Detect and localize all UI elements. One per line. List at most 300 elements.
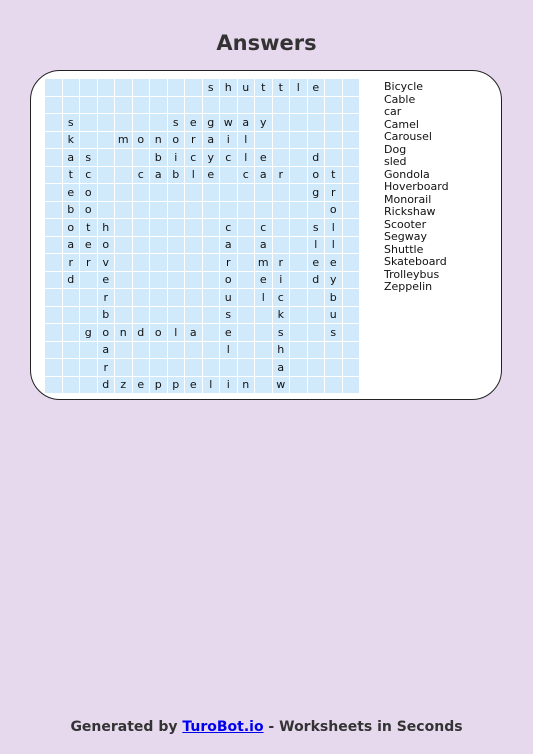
grid-cell [150,219,167,236]
grid-cell: d [133,324,150,341]
grid-cell [185,289,202,306]
grid-cell: i [220,132,237,149]
grid-cell: d [308,149,325,166]
grid-cell [203,324,220,341]
grid-cell: l [168,324,185,341]
grid-cell [168,307,185,324]
grid-cell [168,97,185,114]
grid-cell [343,184,360,201]
word-list-item: Trolleybus [384,267,440,281]
word-list-item: sled [384,155,407,168]
grid-cell [63,289,80,306]
grid-cell [290,132,307,149]
grid-cell: a [203,132,220,149]
grid-cell [133,219,150,236]
grid-cell [203,184,220,201]
grid-cell [45,307,62,324]
grid-cell [290,219,307,236]
grid-cell [133,97,150,114]
grid-cell: b [150,149,167,166]
grid-cell [168,79,185,96]
grid-cell [343,167,360,184]
grid-cell [273,202,290,219]
grid-cell: a [220,237,237,254]
grid-cell [98,149,115,166]
grid-cell [308,132,325,149]
grid-cell [150,254,167,271]
grid-cell: o [325,202,342,219]
grid-cell [273,97,290,114]
page-title: Answers [216,31,317,55]
grid-cell [203,202,220,219]
grid-cell [150,272,167,289]
grid-cell [343,132,360,149]
grid-cell [45,219,62,236]
grid-cell [343,254,360,271]
grid-cell [80,272,97,289]
grid-cell: s [308,219,325,236]
word-list-item: Dog [384,142,407,156]
grid-cell [308,359,325,376]
grid-cell [290,184,307,201]
grid-cell: o [63,219,80,236]
grid-cell: d [98,377,115,394]
grid-cell [290,97,307,114]
word-list-item: Cable [384,92,416,106]
grid-cell: c [220,219,237,236]
grid-cell [80,342,97,359]
grid-cell [133,272,150,289]
grid-cell [150,184,167,201]
grid-cell [308,377,325,394]
grid-cell: r [325,184,342,201]
grid-cell: u [220,289,237,306]
grid-cell: g [308,184,325,201]
grid-cell [98,167,115,184]
grid-cell: l [203,377,220,394]
grid-cell [185,219,202,236]
grid-cell [238,219,255,236]
grid-cell [168,272,185,289]
grid-cell [343,289,360,306]
grid-cell: l [220,342,237,359]
grid-cell: n [115,324,132,341]
grid-cell: t [273,79,290,96]
grid-cell [80,307,97,324]
grid-cell [238,202,255,219]
grid-cell [290,167,307,184]
grid-cell [168,184,185,201]
grid-cell: r [98,359,115,376]
grid-cell [45,342,62,359]
grid-cell [255,184,272,201]
grid-cell [203,342,220,359]
grid-cell: e [185,377,202,394]
grid-cell [255,377,272,394]
grid-cell: e [63,184,80,201]
grid-cell [133,359,150,376]
grid-cell [343,359,360,376]
grid-cell: n [238,377,255,394]
grid-cell [115,97,132,114]
grid-cell [45,132,62,149]
grid-cell [45,167,62,184]
grid-cell: s [325,324,342,341]
grid-cell [45,377,62,394]
grid-cell: s [63,114,80,131]
grid-cell [63,307,80,324]
grid-cell: o [168,132,185,149]
grid-cell: r [273,167,290,184]
grid-cell [203,254,220,271]
grid-cell [168,254,185,271]
grid-cell [115,307,132,324]
grid-cell [45,272,62,289]
grid-cell: m [255,254,272,271]
grid-cell [273,237,290,254]
grid-cell [115,79,132,96]
grid-cell: r [273,254,290,271]
grid-cell [80,359,97,376]
grid-cell [255,307,272,324]
grid-cell [325,342,342,359]
grid-cell [80,377,97,394]
grid-cell [238,324,255,341]
grid-cell: e [133,377,150,394]
grid-cell [115,149,132,166]
grid-cell [308,97,325,114]
grid-cell: l [325,219,342,236]
grid-cell: r [63,254,80,271]
grid-cell [203,307,220,324]
grid-cell [115,202,132,219]
grid-cell: m [115,132,132,149]
grid-cell [290,254,307,271]
grid-cell [150,97,167,114]
grid-cell [343,237,360,254]
grid-cell [80,114,97,131]
grid-cell: h [98,219,115,236]
word-list-item: Monorail [384,192,432,206]
grid-cell [150,359,167,376]
grid-cell [185,359,202,376]
word-list-item: Zeppelin [384,280,433,293]
grid-cell: e [98,272,115,289]
grid-cell [63,97,80,114]
grid-cell [220,202,237,219]
footer [0,719,533,735]
grid-cell [343,79,360,96]
grid-cell [63,359,80,376]
grid-cell [273,132,290,149]
grid-cell [168,237,185,254]
grid-cell: d [308,272,325,289]
grid-cell: s [220,307,237,324]
grid-cell [133,202,150,219]
grid-cell: e [255,149,272,166]
word-list-item: Shuttle [384,242,424,256]
grid-cell [203,272,220,289]
grid-cell [133,79,150,96]
grid-cell [168,359,185,376]
grid-cell [115,167,132,184]
grid-cell: a [255,237,272,254]
grid-cell: a [150,167,167,184]
grid-cell: a [63,237,80,254]
grid-cell [98,184,115,201]
grid-cell [343,219,360,236]
grid-cell: s [80,149,97,166]
grid-cell [238,307,255,324]
grid-cell: n [150,132,167,149]
grid-cell: r [80,254,97,271]
grid-cell [273,149,290,166]
word-list-item: Rickshaw [384,205,436,218]
grid-cell [343,97,360,114]
grid-cell: l [290,79,307,96]
grid-cell: e [255,272,272,289]
grid-cell [203,289,220,306]
grid-cell [308,307,325,324]
grid-cell: r [220,254,237,271]
grid-cell [220,359,237,376]
grid-cell [290,342,307,359]
grid-cell [308,324,325,341]
grid-cell [45,202,62,219]
word-list-item: Gondola [384,167,430,181]
grid-cell: o [308,167,325,184]
grid-cell [150,307,167,324]
grid-cell [150,114,167,131]
grid-cell [45,97,62,114]
grid-cell: l [325,237,342,254]
grid-cell [203,97,220,114]
grid-cell [238,342,255,359]
grid-cell [80,97,97,114]
grid-cell: u [325,307,342,324]
word-list-item: Scooter [384,217,427,231]
grid-cell: s [203,79,220,96]
grid-cell: a [255,167,272,184]
grid-cell: o [150,324,167,341]
grid-cell [325,114,342,131]
grid-cell: c [133,167,150,184]
grid-cell [45,149,62,166]
grid-cell: k [273,307,290,324]
grid-cell [80,289,97,306]
grid-cell [168,289,185,306]
word-list-item: car [384,105,402,118]
grid-cell: t [325,167,342,184]
grid-cell: i [168,149,185,166]
grid-cell: a [98,342,115,359]
grid-cell [343,307,360,324]
word-list [384,81,449,294]
footer-prefix: Generated by [70,719,183,735]
grid-cell: e [80,237,97,254]
grid-cell: l [185,167,202,184]
grid-cell: k [63,132,80,149]
grid-cell [80,79,97,96]
word-list-item: Bicycle [384,80,424,93]
word-search-grid [45,79,359,393]
grid-cell: y [325,272,342,289]
word-list-item: Camel [384,117,419,131]
grid-cell [273,114,290,131]
word-list-item: Hoverboard [384,180,449,193]
grid-cell: a [63,149,80,166]
grid-cell: e [325,254,342,271]
grid-cell: l [238,132,255,149]
grid-cell [150,289,167,306]
grid-cell [238,359,255,376]
grid-cell: h [273,342,290,359]
grid-cell [185,272,202,289]
grid-cell [115,359,132,376]
grid-cell [98,202,115,219]
grid-cell: e [220,324,237,341]
grid-cell: o [133,132,150,149]
grid-cell: t [63,167,80,184]
grid-cell [115,114,132,131]
grid-cell [238,289,255,306]
grid-cell [343,342,360,359]
grid-cell [133,114,150,131]
grid-cell [115,289,132,306]
grid-cell [133,237,150,254]
grid-cell: y [203,149,220,166]
grid-cell: o [220,272,237,289]
grid-cell [220,184,237,201]
grid-cell: p [150,377,167,394]
grid-cell [343,149,360,166]
grid-cell: o [80,184,97,201]
grid-cell [185,342,202,359]
grid-cell [185,237,202,254]
grid-cell: i [273,272,290,289]
grid-cell [238,237,255,254]
grid-cell: e [308,254,325,271]
grid-cell: c [220,149,237,166]
grid-cell: s [273,324,290,341]
grid-cell [343,272,360,289]
grid-cell [290,324,307,341]
grid-cell: o [80,202,97,219]
grid-cell: t [255,79,272,96]
grid-cell: l [238,149,255,166]
grid-cell: y [255,114,272,131]
grid-cell: c [238,167,255,184]
grid-cell [290,359,307,376]
grid-cell [325,359,342,376]
grid-cell [115,184,132,201]
grid-cell [325,132,342,149]
grid-cell: r [185,132,202,149]
grid-cell [290,237,307,254]
grid-cell [238,97,255,114]
grid-cell [63,342,80,359]
grid-cell [150,202,167,219]
grid-cell: e [203,167,220,184]
grid-cell: b [168,167,185,184]
grid-cell: b [98,307,115,324]
grid-cell [325,377,342,394]
grid-cell [343,114,360,131]
grid-cell [115,219,132,236]
grid-cell [238,254,255,271]
grid-cell: i [220,377,237,394]
grid-cell [325,79,342,96]
grid-cell: c [80,167,97,184]
grid-cell [185,97,202,114]
grid-cell [343,324,360,341]
grid-cell: e [308,79,325,96]
grid-cell [185,202,202,219]
grid-cell: t [80,219,97,236]
grid-cell [45,289,62,306]
grid-cell: h [220,79,237,96]
grid-cell: l [308,237,325,254]
grid-cell [133,342,150,359]
grid-cell [45,254,62,271]
grid-cell [168,219,185,236]
grid-cell [133,149,150,166]
grid-cell [290,307,307,324]
grid-cell [63,377,80,394]
grid-cell [273,219,290,236]
grid-cell: a [185,324,202,341]
grid-cell [98,97,115,114]
grid-cell [308,342,325,359]
grid-cell [255,97,272,114]
grid-cell [325,149,342,166]
grid-cell [98,79,115,96]
turobot-link[interactable]: TuroBot.io [182,719,264,735]
grid-cell [98,132,115,149]
grid-cell [308,289,325,306]
grid-cell [150,342,167,359]
grid-cell [150,79,167,96]
grid-cell: c [185,149,202,166]
grid-cell [290,202,307,219]
grid-cell: a [238,114,255,131]
word-list-item: Skateboard [384,255,447,268]
grid-cell: p [168,377,185,394]
grid-cell [220,167,237,184]
grid-cell: b [63,202,80,219]
grid-cell [290,114,307,131]
grid-cell: a [273,359,290,376]
word-list-item: Carousel [384,130,432,143]
grid-cell: s [168,114,185,131]
grid-cell [290,149,307,166]
grid-cell [150,237,167,254]
grid-cell [45,79,62,96]
grid-cell [238,184,255,201]
grid-cell [133,307,150,324]
grid-cell: z [115,377,132,394]
grid-cell [45,237,62,254]
grid-cell [255,132,272,149]
grid-cell [115,254,132,271]
grid-cell: u [238,79,255,96]
grid-cell: b [325,289,342,306]
grid-cell: w [220,114,237,131]
grid-cell [290,272,307,289]
grid-cell [133,289,150,306]
grid-cell: w [273,377,290,394]
footer-suffix: - Worksheets in Seconds [263,719,463,735]
